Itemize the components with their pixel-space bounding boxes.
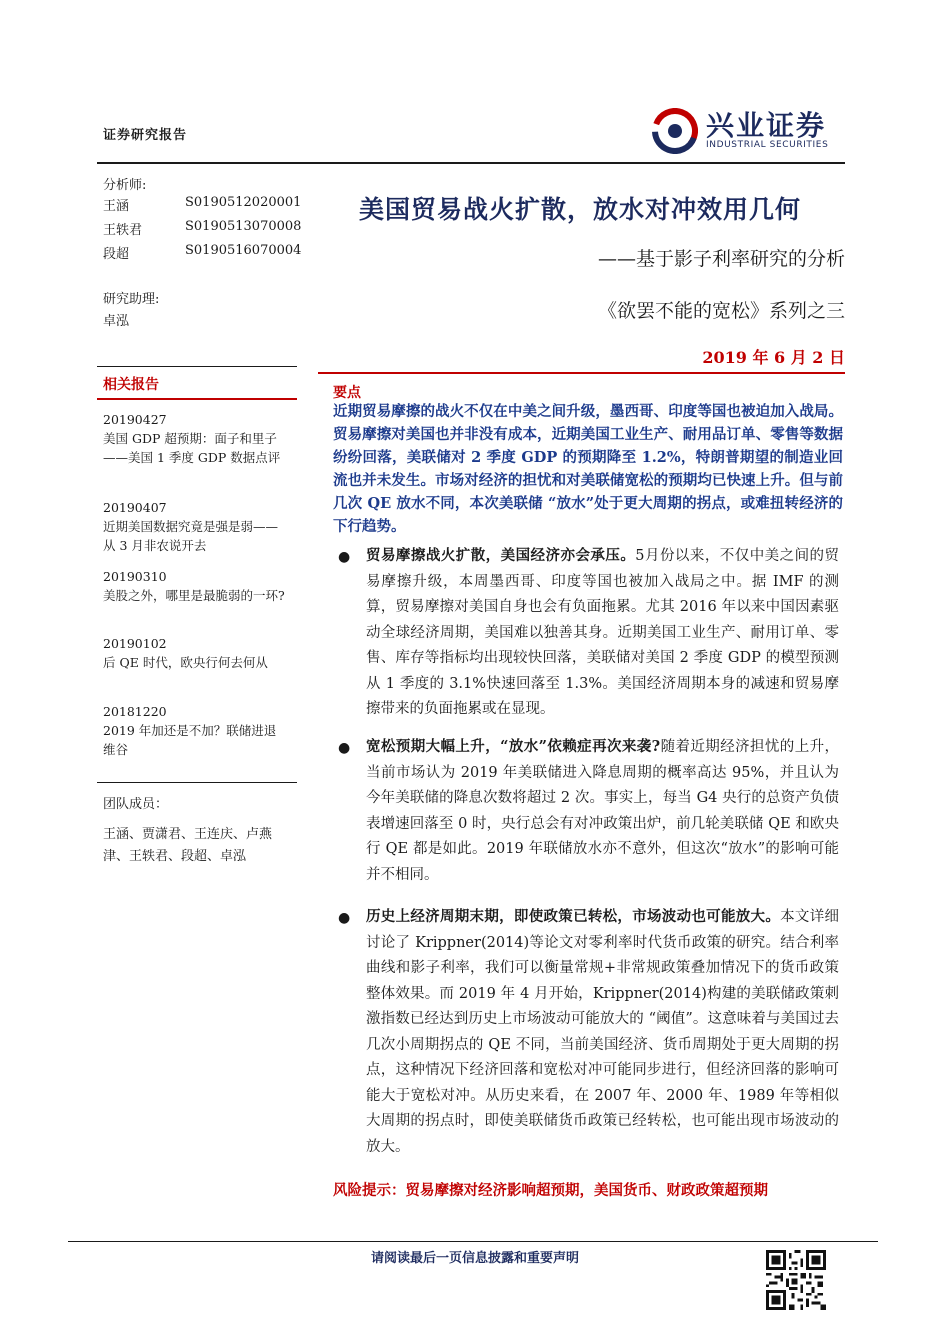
related-report-item[interactable]	[103, 410, 288, 467]
footer-disclaimer-note[interactable]: 请阅读最后一页信息披露和重要声明	[370, 1251, 579, 1266]
analyst-label: 分析师:	[103, 178, 147, 193]
bullet-text: 5月份以来，不仅中美之间的贸易摩擦升级，本周墨西哥、印度等国也被加入战局之中。据 IMF 的测算，贸易摩擦对美国自身也会有负面拖累。尤其 2016 年以来中国因素驱动全球经济周期，美国难以独善其身。近期美国工业生产、耐用订单、零售、库存等指标均出现较快回落，美联储对美国 2 季度 GDP 的模型预测从 1 季度的 3.1%快速回落至 1.3%。美国经济周期本身的减速和贸易摩擦带来的负面拖累或在显现。	[366, 548, 840, 717]
related-report-item[interactable]	[103, 702, 288, 759]
bullet-paragraph	[366, 543, 839, 723]
date-rule	[318, 372, 845, 374]
bullet-icon: ●	[338, 910, 351, 926]
analyst-code: S0190513070008	[185, 219, 302, 234]
related-reports-rule	[97, 398, 297, 400]
company-name-en: INDUSTRIAL SECURITIES	[706, 140, 829, 150]
report-series: 《欲罢不能的宽松》系列之三	[597, 300, 845, 322]
bullet-paragraph	[366, 734, 839, 888]
analyst-name: 段超	[103, 247, 130, 262]
bullet-icon: ●	[338, 549, 351, 565]
related-report-title[interactable]: 美国 GDP 超预期：面子和里子——美国 1 季度 GDP 数据点评	[103, 431, 281, 465]
related-report-date: 20190427	[103, 412, 167, 427]
related-report-item[interactable]	[103, 634, 288, 672]
sidebar-divider	[97, 366, 297, 367]
related-report-title[interactable]: 2019 年加还是不加？联储进退维谷	[103, 723, 277, 757]
related-report-date: 20190407	[103, 500, 167, 515]
team-members: 王涵、贾潇君、王连庆、卢燕津、王轶君、段超、卓泓	[103, 827, 273, 864]
analyst-code: S0190512020001	[185, 195, 302, 210]
analyst-code: S0190516070004	[185, 243, 302, 258]
footer-rule	[68, 1241, 878, 1242]
analyst-name: 王轶君	[103, 223, 143, 238]
bullet-lead: 宽松预期大幅上升，“放水”依赖症再次来袭?	[366, 738, 661, 755]
related-report-title[interactable]: 后 QE 时代，欧央行何去何从	[103, 655, 268, 670]
header-rule	[97, 162, 845, 164]
related-reports-title: 相关报告	[103, 377, 159, 393]
keypoints-label: 要点	[333, 385, 361, 401]
report-date: 2019 年 6 月 2 日	[702, 348, 845, 367]
bullet-text: 本文详细讨论了 Krippner(2014)等论文对零利率时代货币政策的研究。结合利率曲线和影子利率，我们可以衡量常规+非常规政策叠加情况下的货币政策整体效果。而 2019 年 4 月开始，Krippner(2014)构建的美联储政策刺激指数已经达到历史上市场波动可能放大的 “阈值”。这意味着与美国过去几次小周期拐点的 QE 不同，当前美国经济、货币周期处于更大周期的拐点，这种情况下经济回落和宽松对冲可能同步进行，但经济回落的影响可能大于宽松对冲。从历史来看，在 2007 年、2000 年、1989 年等相似大周期的拐点时，即使美联储货币政策已经转松，也可能出现市场波动的放大。	[366, 909, 840, 1155]
bullet-icon: ●	[338, 740, 351, 756]
analyst-name: 王涵	[103, 199, 130, 214]
related-report-item[interactable]	[103, 567, 288, 605]
assistant-name: 卓泓	[103, 314, 130, 329]
bullet-lead: 历史上经济周期末期，即使政策已转松，市场波动也可能放大。	[366, 908, 781, 925]
risk-warning: 风险提示：贸易摩擦对经济影响超预期，美国货币、财政政策超预期	[333, 1182, 768, 1199]
team-divider	[97, 782, 297, 783]
related-report-title[interactable]: 美股之外，哪里是最脆弱的一环?	[103, 588, 285, 603]
bullet-lead: 贸易摩擦战火扩散，美国经济亦会承压。	[366, 547, 636, 564]
report-type: 证券研究报告	[103, 128, 188, 143]
related-report-item[interactable]	[103, 498, 288, 555]
assistant-label: 研究助理:	[103, 292, 160, 307]
bullet-text: 随着近期经济担忧的上升，当前市场认为 2019 年美联储进入降息周期的概率高达 95%，并且认为今年美联储的降息次数将超过 2 次。事实上，每当 G4 央行的总资产负债表增速回落至 0 时，央行总会有对冲政策出炉，前几轮美联储 QE 和欧央行 QE 都是如此。2019 年联储放水亦不意外，但这次“放水”的影响可能并不相同。	[366, 739, 839, 883]
qr-code-icon	[766, 1250, 826, 1310]
company-name: 兴业证券	[706, 109, 827, 142]
company-logo-icon	[652, 108, 698, 154]
team-label: 团队成员：	[103, 797, 169, 812]
related-report-date: 20190102	[103, 636, 167, 651]
related-report-title[interactable]: 近期美国数据究竟是强是弱——从 3 月非农说开去	[103, 519, 279, 553]
summary-text: 近期贸易摩擦的战火不仅在中美之间升级，墨西哥、印度等国也被迫加入战局。贸易摩擦对美国也并非没有成本，近期美国工业生产、耐用品订单、零售等数据纷纷回落，美联储对 2 季度 GDP 的预期降至 1.2%，特朗普期望的制造业回流也并未发生。市场对经济的担忧和对美联储宽松的预期均已快速上升。但与前几次 QE 放水不同，本次美联储 “放水”处于更大周期的拐点，或难扭转经济的下行趋势。	[333, 403, 843, 535]
report-subtitle: ——基于影子利率研究的分析	[597, 248, 845, 270]
related-report-date: 20181220	[103, 704, 167, 719]
report-title: 美国贸易战火扩散，放水对冲效用几何	[358, 195, 801, 224]
bullet-paragraph	[366, 904, 839, 1160]
related-report-date: 20190310	[103, 569, 167, 584]
